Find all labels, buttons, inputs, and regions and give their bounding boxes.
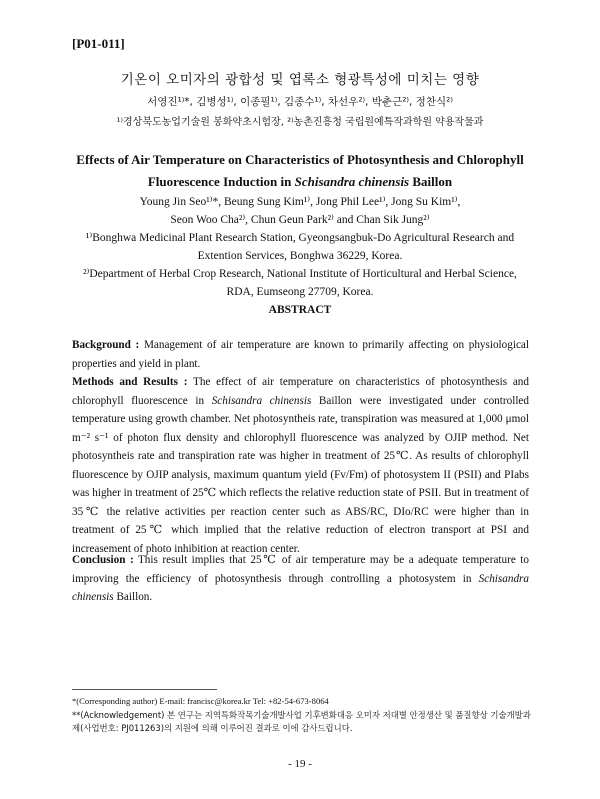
footnote-corresponding: *(Corresponding author) E-mail: francisc@korea.kr Tel: +82-54-673-8064 bbox=[72, 696, 329, 706]
korean-title: 기온이 오미자의 광합성 및 엽록소 형광특성에 미치는 영향 bbox=[120, 72, 480, 88]
authors-line1: Young Jin Seo¹⁾*, Beung Sung Kim¹⁾, Jong Phil Lee¹⁾, Jong Su Kim¹⁾, bbox=[139, 196, 461, 208]
title-species: Schisandra chinensis bbox=[294, 174, 410, 189]
english-authors bbox=[40, 193, 560, 229]
abstract-heading: ABSTRACT bbox=[268, 304, 332, 316]
footnote-divider bbox=[72, 689, 217, 690]
methods-label: Methods and Results : bbox=[72, 376, 188, 388]
title-part: Fluorescence Induction in bbox=[147, 174, 295, 189]
background-label: Background : bbox=[72, 339, 140, 351]
authors-line2: Seon Woo Cha²⁾, Chun Geun Park²⁾ and Chan Sik Jung²⁾ bbox=[170, 214, 430, 226]
english-title bbox=[40, 149, 560, 193]
conclusion-paragraph bbox=[72, 551, 529, 607]
conclusion-text-2: Baillon. bbox=[113, 591, 153, 603]
korean-authors: 서영진¹⁾*, 김병성¹⁾, 이종필¹⁾, 김종수¹⁾, 차선우²⁾, 박춘근²⁾, 정찬식²⁾ bbox=[147, 96, 453, 108]
affil2-line2: RDA, Eumseong 27709, Korea. bbox=[226, 286, 374, 298]
methods-species: Schisandra chinensis bbox=[211, 394, 312, 407]
affil1-line1: ¹⁾Bonghwa Medicinal Plant Research Station, Gyeongsangbuk-Do Agricultural Research and bbox=[85, 232, 515, 244]
methods-paragraph bbox=[72, 373, 529, 558]
affil1-line2: Extention Services, Bonghwa 36229, Korea. bbox=[197, 250, 403, 262]
abstract-code: [P01-011] bbox=[72, 36, 125, 51]
page-number: - 19 - bbox=[288, 758, 312, 770]
english-title-line1: Effects of Air Temperature on Characteristics of Photosynthesis and Chlorophyll bbox=[76, 152, 524, 167]
korean-affiliations: ¹⁾경상북도농업기술원 봉화약초시험장, ²⁾농촌진흥청 국립원예특작과학원 약용작물과 bbox=[116, 117, 484, 128]
affiliation-2 bbox=[40, 265, 560, 301]
conclusion-species: Schisandra chinensis bbox=[72, 572, 529, 603]
affil2-line1: ²⁾Department of Herbal Crop Research, National Institute of Horticultural and Herbal Science, bbox=[83, 268, 517, 280]
methods-text-2: Baillon were investigated under controlled temperature using growth chamber. Net photosyntheis rate, transpiration was measured at 1,000 μmol m⁻² s⁻¹ of photon flux density and chlorophyll fluorescence was analyzed by OJIP method. Net photosyntheis rate and transpiration rate was higher in treatment of 25℃. As results of chlorophyll fluorescence by OJIP analysis, maximum quantum yield (Fv/Fm) of photosystem II (PSII) and PIabs was higher in treatment of 25℃ which reflects the relative reduction state of PSII. But in treatment of 35℃ the relative activities per reaction center such as ABS/RC, DIo/RC were higher than in treatment of 25℃ which implied that the relative reduction of electron transport at PSI and increasement of photo inhibition at reaction center. bbox=[72, 394, 529, 555]
english-title-line2 bbox=[40, 171, 560, 193]
background-paragraph bbox=[72, 336, 529, 373]
conclusion-label: Conclusion : bbox=[72, 554, 134, 566]
conclusion-text-1: This result implies that 25℃ of air temperature may be a adequate temperature to improving the efficiency of photosynthesis through controlling a photosystem in bbox=[72, 554, 529, 585]
footnote-acknowledgement: **(Acknowledgement) 본 연구는 지역특화작목기술개발사업 기후변화대응 오미자 저대별 안정생산 및 품질향상 기술개발과제(사업번호: PJ011263)의 지원에 의해 이루어진 결과로 이에 감사드립니다. bbox=[72, 710, 531, 733]
background-text: Management of air temperature are known to primarily affecting on physiological properties and yield in plant. bbox=[72, 339, 530, 370]
affiliation-1 bbox=[40, 229, 560, 265]
title-part-end: Baillon bbox=[409, 174, 453, 189]
methods-text-1: The effect of air temperature on characteristics of photosynthesis and chlorophyll fluorescence in bbox=[72, 376, 529, 407]
